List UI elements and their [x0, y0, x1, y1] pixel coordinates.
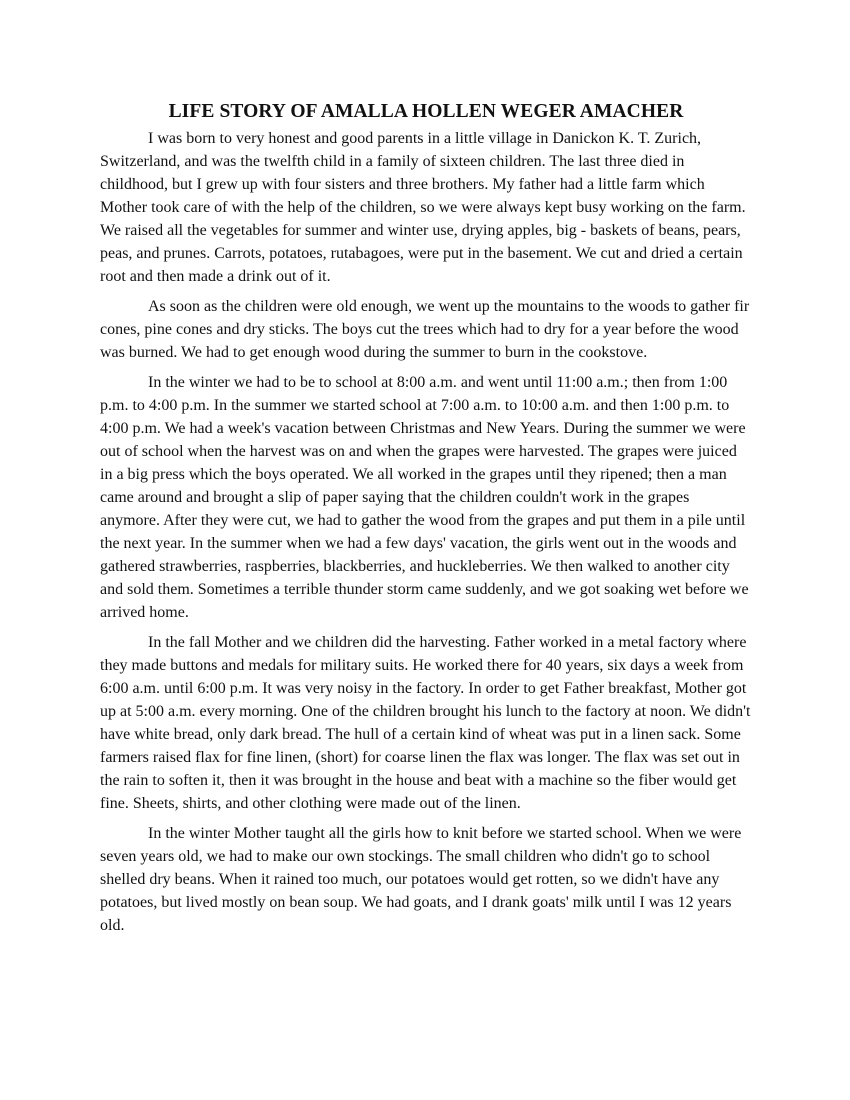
paragraph-knitting-goats: In the winter Mother taught all the girls how to knit before we started school. When we were seven years old, we had to make our own stockings. The small children who didn't go to school shelled dry beans. When it rained too much, our potatoes would get rotten, so we didn't have any potatoes, but lived mostly on bean soup. We had goats, and I drank goats' milk until I was 12 years old.	[100, 825, 742, 934]
document-page	[100, 98, 752, 944]
paragraph-gathering-wood: As soon as the children were old enough, we went up the mountains to the woods to gather fir cones, pine cones and dry sticks. The boys cut the trees which had to dry for a year before the wood was burned. We had to get enough wood during the summer to burn in the cookstove.	[100, 298, 750, 361]
document-title: LIFE STORY OF AMALLA HOLLEN WEGER AMACHER	[168, 101, 684, 122]
paragraph-harvest-factory: In the fall Mother and we children did the harvesting. Father worked in a metal factory where they made buttons and medals for military suits. He worked there for 40 years, six days a week from 6:00 a.m. until 6:00 p.m. It was very noisy in the factory. In order to get Father breakfast, Mother got up at 5:00 a.m. every morning. One of the children brought his lunch to the factory at noon. We didn't have white bread, only dark bread. The hull of a certain kind of wheat was put in a linen sack. Some farmers raised flax for fine linen, (short) for coarse linen the flax was longer. The flax was set out in the rain to soften it, then it was brought in the house and beat with a machine so the fiber would get fine. Sheets, shirts, and other clothing were made out of the linen.	[100, 634, 751, 812]
paragraph-school-grapes: In the winter we had to be to school at 8:00 a.m. and went until 11:00 a.m.; then from 1:00 p.m. to 4:00 p.m. In the summer we started school at 7:00 a.m. to 10:00 a.m. and then 1:00 p.m. to 4:00 p.m. We had a week's vacation between Christmas and New Years. During the summer we were out of school when the harvest was on and when the grapes were harvested. The grapes were juiced in a big press which the boys operated. We all worked in the grapes until they ripened; then a man came around and brought a slip of paper saying that the children couldn't work in the grapes anymore. After they were cut, we had to gather the wood from the grapes and put them in a pile until the next year. In the summer when we had a few days' vacation, the girls went out in the woods and gathered strawberries, raspberries, blackberries, and huckleberries. We then walked to another city and sold them. Sometimes a terrible thunder storm came suddenly, and we got soaking wet before we arrived home.	[100, 374, 749, 621]
paragraph-birth-family: I was born to very honest and good parents in a little village in Danickon K. T. Zurich, Switzerland, and was the twelfth child in a family of sixteen children. The last three died in childhood, but I grew up with four sisters and three brothers. My father had a little farm which Mother took care of with the help of the children, so we were always kept busy working on the farm. We raised all the vegetables for summer and winter use, drying apples, big - baskets of beans, pears, peas, and prunes. Carrots, potatoes, rutabagoes, were put in the basement. We cut and dried a certain root and then made a drink out of it.	[100, 130, 746, 285]
